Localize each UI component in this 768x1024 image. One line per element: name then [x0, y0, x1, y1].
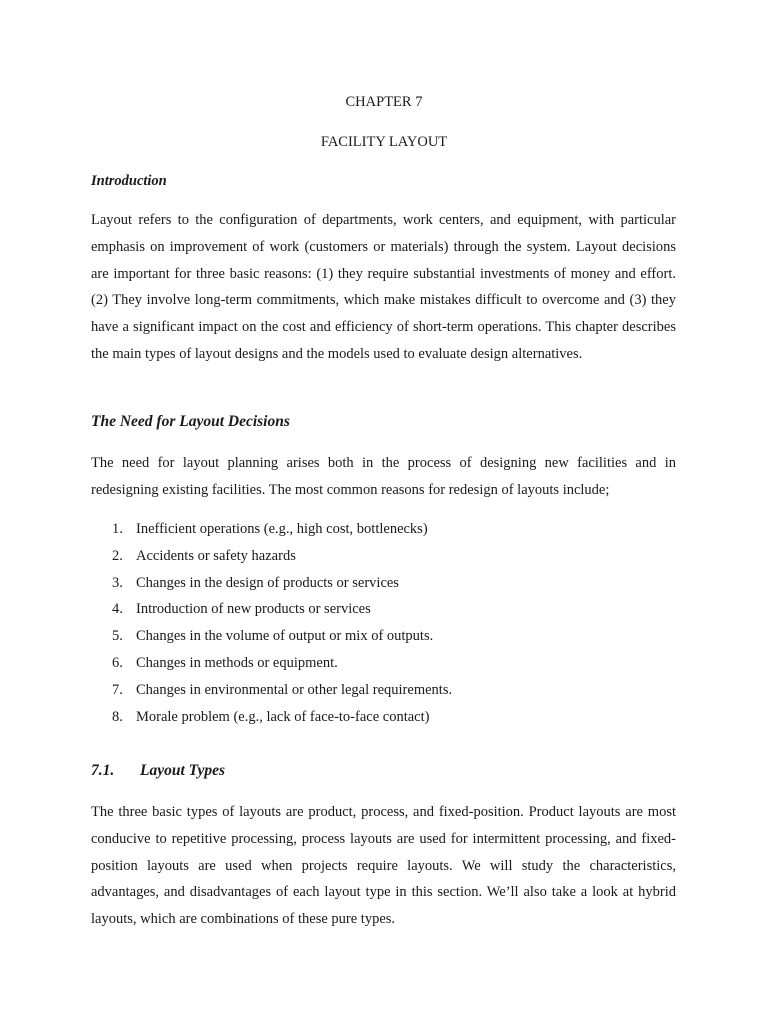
list-item [91, 650, 676, 677]
section-title: Layout Types [140, 762, 226, 779]
list-item [91, 543, 676, 570]
need-section-heading: The Need for Layout Decisions [91, 413, 290, 430]
list-item-text: Morale problem (e.g., lack of face-to-face contact) [136, 708, 430, 725]
list-item-number: 2. [112, 547, 123, 564]
list-item-number: 1. [112, 521, 123, 537]
list-item-text: Accidents or safety hazards [136, 547, 296, 564]
introduction-paragraph: Layout refers to the configuration of departments, work centers, and equipment, with particular emphasis on improvement of work (customers or materials) through the system. Layout decisions are important for three basic reasons: (1) they require substantial investments of money and effort. (2) They involve long-term commitments, which make mistakes difficult to overcome and (3) they have a significant impact on the cost and efficiency of short-term operations. This chapter describes the main types of layout designs and the models used to evaluate design alternatives. [91, 212, 676, 362]
list-item-number: 4. [112, 601, 123, 618]
list-item [91, 516, 676, 543]
list-item-text: Changes in the design of products or services [136, 574, 399, 591]
layout-types-heading [91, 760, 225, 782]
list-item [91, 704, 676, 731]
chapter-number: CHAPTER 7 [345, 94, 423, 110]
list-item-text: Changes in methods or equipment. [136, 654, 338, 671]
section-number: 7.1. [91, 762, 115, 779]
list-item-number: 3. [112, 574, 123, 591]
list-item-number: 5. [112, 628, 123, 645]
need-section-paragraph: The need for layout planning arises both in the process of designing new facilities and in redesigning existing facilities. The most common reasons for redesign of layouts include; [91, 455, 676, 498]
list-item [91, 570, 676, 597]
list-item-text: Changes in the volume of output or mix of outputs. [136, 628, 434, 645]
layout-types-paragraph: The three basic types of layouts are product, process, and fixed-position. Product layouts are most conducive to repetitive processing, process layouts are used for intermittent processing, and fixed-position layouts are used when projects require layouts. We will study the characteristics, advantages, and disadvantages of each layout type in this section. We’ll also take a look at hybrid layouts, which are combinations of these pure types. [91, 804, 676, 928]
list-item-number: 8. [112, 708, 123, 725]
list-item [91, 596, 676, 623]
list-item [91, 677, 676, 704]
list-item-number: 6. [112, 654, 123, 671]
list-item [91, 623, 676, 650]
list-item-text: Changes in environmental or other legal requirements. [136, 681, 453, 698]
introduction-heading: Introduction [91, 173, 167, 189]
list-item-number: 7. [112, 681, 123, 698]
list-item-text: Introduction of new products or services [136, 601, 371, 618]
redesign-reasons-list [91, 516, 676, 730]
list-item-text: Inefficient operations (e.g., high cost, bottlenecks) [136, 521, 428, 537]
chapter-title: FACILITY LAYOUT [320, 134, 448, 150]
